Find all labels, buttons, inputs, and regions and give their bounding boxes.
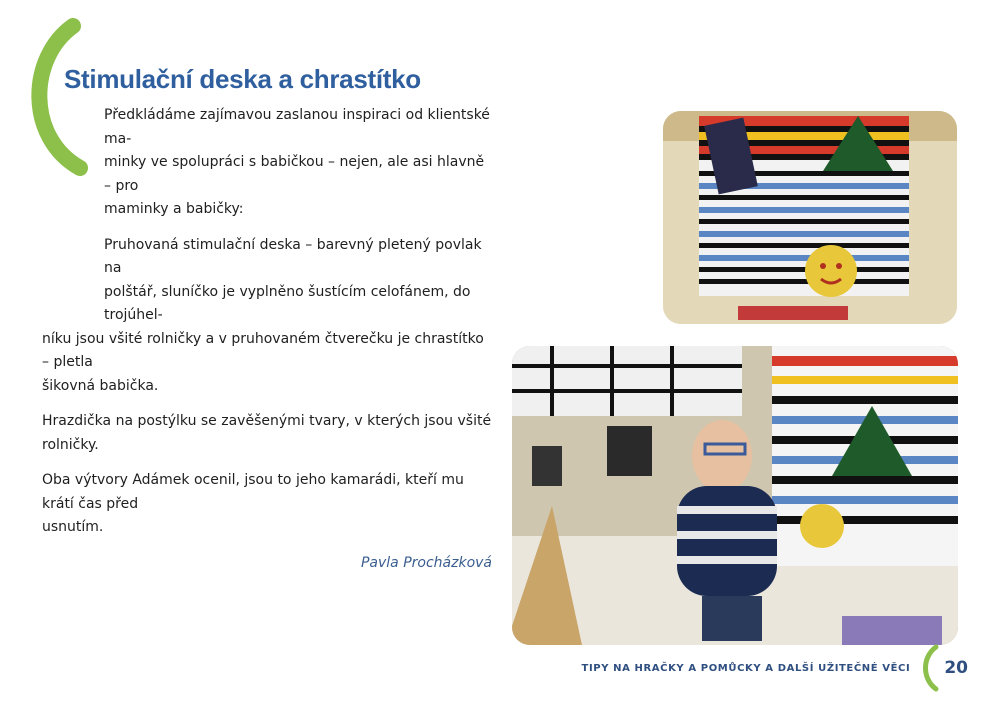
- footer-green-arc: [920, 643, 940, 693]
- page-title: Stimulační deska a chrastítko: [64, 64, 421, 94]
- photo-toddler-in-crib: [512, 346, 958, 645]
- photo-knitted-board: [663, 111, 957, 324]
- paragraph-conclusion: Oba výtvory Adámek ocenil, jsou to jeho kamarádi, kteří mu krátí čas před usnutím.: [42, 472, 464, 535]
- paragraph-stimulation-board: Pruhovaná stimulační deska – barevný pletený povlak na polštář, sluníčko je vyplněno šustícím celofánem, do trojúhel- níku jsou všité rolničky a v pruhovaném čtverečku je chrastítko – pletla šikovná babička.: [42, 236, 484, 394]
- paragraph-intro: Předkládáme zajímavou zaslanou inspiraci od klientské ma- minky ve spolupráci s babičkou – nejen, ale asi hlavně – pro maminky a babičky:: [104, 107, 490, 217]
- page-footer: [582, 643, 968, 693]
- footer-section-label: TIPY NA HRAČKY A POMŮCKY A DALŠÍ UŽITEČNÉ VĚCI: [581, 662, 911, 674]
- article-body: [42, 104, 492, 575]
- page-number: 20: [944, 658, 968, 678]
- paragraph-crib-bar: Hrazdička na postýlku se zavěšenými tvary, v kterých jsou všité rolničky.: [42, 413, 492, 453]
- author-signature: Pavla Procházková: [360, 554, 492, 571]
